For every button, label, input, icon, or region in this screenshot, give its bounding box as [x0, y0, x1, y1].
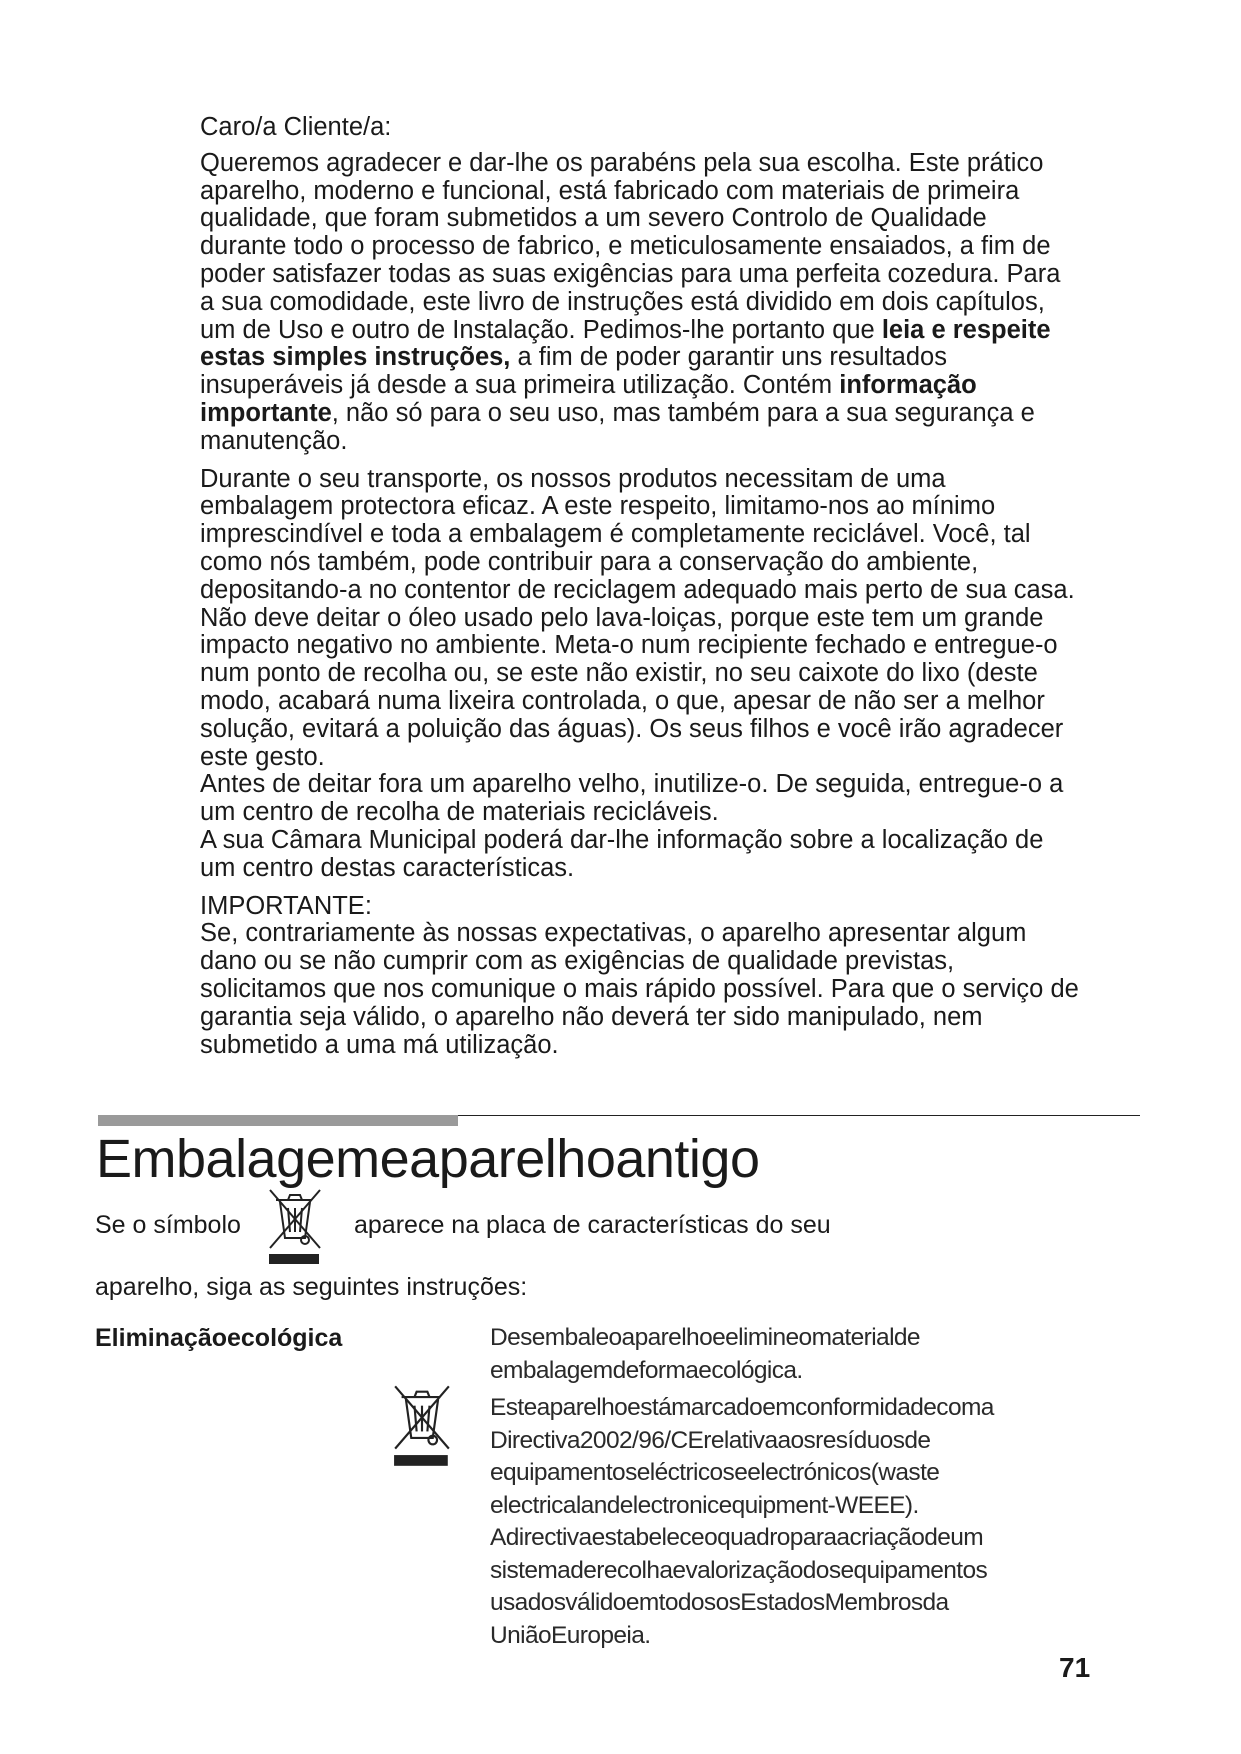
symbol-sentence-continued: aparelho, siga as seguintes instruções: — [95, 1273, 528, 1301]
emphasis-read-instructions: leia e respeite estas simples instruções, — [200, 315, 1051, 372]
ecological-disposal-label: Eliminaçãoecológica — [95, 1324, 343, 1352]
section-divider-accent — [98, 1115, 458, 1126]
intro-paragraph-5: A sua Câmara Municipal poderá dar-lhe informação sobre a localização de um centro destas características. — [200, 825, 1044, 882]
intro-paragraph-4: Antes de deitar fora um aparelho velho, inutilize-o. De seguida, entregue-o a um centro de recolha de materiais recicláveis. — [200, 770, 1064, 827]
page-number: 71 — [1059, 1652, 1091, 1683]
crossed-out-wheeled-bin-icon — [393, 1382, 451, 1468]
symbol-sentence-after: aparece na placa de características do seu — [354, 1211, 831, 1239]
ecological-disposal-paragraph-2: Esteaparelhoestámarcadoemconformidadecoma Directiva2002/96/CErelativaaosresíduosde equipamentoseléctricoseelectrónicos(waste electricalandelectronicequipment-WEEE). Adirectivaestabeleceoquadroparaacriaçãodeum sistemaderecolhaevalorizaçãodosequipamentos usadosválidoemtodososEstadosMembrosda UniãoEuropeia. — [490, 1394, 994, 1649]
greeting: Caro/a Cliente/a: — [200, 113, 392, 141]
symbol-sentence-before: Se o símbolo — [95, 1211, 241, 1239]
intro-paragraph-2: Durante o seu transporte, os nossos produtos necessitam de uma embalagem protectora eficaz. A este respeito, limitamo-nos ao mínimo imprescindível e toda a embalagem é completamente reciclável. Você, tal como nós também, pode contribuir para a conservação do ambiente, depositando-a no contentor de reciclagem adequado mais perto de sua casa. — [200, 464, 1075, 604]
intro-text — [200, 114, 1080, 1059]
section-title: Embalagemeaparelhoantigo — [96, 1129, 760, 1189]
intro-paragraph-1: Queremos agradecer e dar-lhe os parabéns pela sua escolha. Este prático aparelho, moderno e funcional, está fabricado com materiais de primeira qualidade, que foram submetidos a um severo Controlo de Qualidade durante todo o processo de fabrico, e meticulosamente ensaiados, a fim de poder satisfazer todas as suas exigências para uma perfeita cozedura. Para a sua comodidade, este livro de instruções está dividido em dois capítulos, um de Uso e outro de Instalação. Pedimos-lhe portanto que leia e respeite estas simples instruções, a fim de poder garantir uns resultados insuperáveis já desde a sua primeira utilização. Contém informação importante, não só para o seu uso, mas também para a sua segurança e manutenção. — [200, 148, 1061, 455]
emphasis-important-info: informação importante — [200, 371, 977, 427]
important-label: IMPORTANTE: — [200, 891, 372, 920]
crossed-out-wheeled-bin-icon — [268, 1186, 322, 1266]
ecological-disposal-paragraph-1: Desembaleoaparelhoeelimineomaterialde embalagemdeformaecológica. — [490, 1324, 920, 1384]
symbol-sentence — [95, 1210, 831, 1240]
ecological-disposal-text — [490, 1322, 1110, 1652]
intro-paragraph-3: Não deve deitar o óleo usado pelo lava-loiças, porque este tem um grande impacto negativo no ambiente. Meta-o num recipiente fechado e entregue-o num ponto de recolha ou, se este não existir, no seu caixote do lixo (deste modo, acabará numa lixeira controlada, o que, apesar de não ser a melhor solução, evitará a poluição das águas). Os seus filhos e você irão agradecer este gesto. — [200, 603, 1064, 771]
important-text: Se, contrariamente às nossas expectativas, o aparelho apresentar algum dano ou se não cumprir com as exigências de qualidade previstas, solicitamos que nos comunique o mais rápido possível. Para que o serviço de garantia seja válido, o aparelho não deverá ter sido manipulado, nem submetido a uma má utilização. — [200, 919, 1079, 1059]
